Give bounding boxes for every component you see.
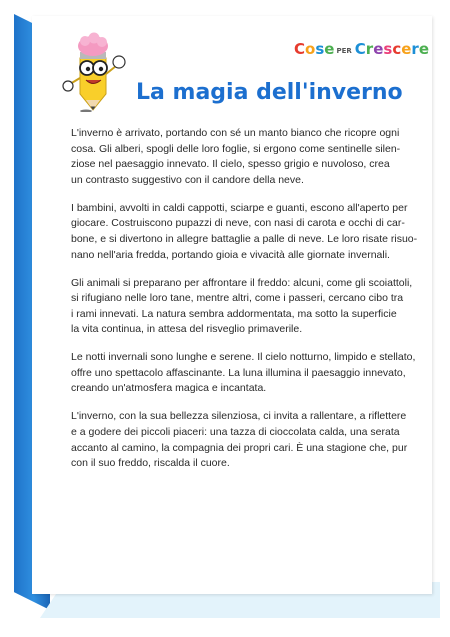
brand-letter: o	[305, 40, 316, 58]
paragraph: Le notti invernali sono lunghe e serene. Il cielo notturno, limpido e stellato, offre uno spettacolo affascinante. La luna illumina il paesaggio innevato, creando un'atmosfera magica e incantata.	[71, 351, 416, 395]
pencil-mascot-icon	[56, 28, 134, 112]
brand-word-per: PER	[336, 47, 352, 55]
brand-letter: e	[324, 40, 335, 58]
paragraph: L'inverno è arrivato, portando con sé un manto bianco che ricopre ogni cosa. Gli alberi, spogli delle loro foglie, si ergono come sentinelle silen- ziose nel paesaggio innevato. Il cielo, spesso grigio e nuvoloso, crea un contrasto suggestivo con il candore della neve.	[71, 127, 401, 186]
brand-letter: s	[315, 40, 325, 58]
brand-letter: c	[392, 40, 402, 58]
paragraph: L'inverno, con la sua bellezza silenziosa, ci invita a rallentare, a riflettere e a godere dei piccoli piaceri: una tazza di cioccolata calda, una serata accanto al camino, la compagnia dei propri cari. È una stagione che, pur con il suo freddo, riscalda il cuore.	[71, 410, 408, 470]
brand-letter: s	[383, 40, 393, 58]
brand-letter: r	[411, 40, 419, 58]
document-body	[71, 126, 421, 484]
brand-word-cose	[294, 40, 334, 58]
brand-logo	[294, 30, 429, 58]
brand-letter: e	[373, 40, 384, 58]
page-title: La magia dell'inverno	[136, 80, 403, 105]
brand-letter: e	[418, 40, 429, 58]
brand-letter: e	[401, 40, 412, 58]
brand-letter: C	[294, 40, 306, 58]
paragraph: I bambini, avvolti in caldi cappotti, sciarpe e guanti, escono all'aperto per giocare. Costruiscono pupazzi di neve, con nasi di carota e occhi di car- bone, e si divertono in allegre battaglie a palle di neve. Le loro risate risuo- nano nell'aria fredda, portando gioia e vivacità alle giornate invernali.	[71, 201, 418, 261]
brand-letter: C	[354, 40, 366, 58]
paragraph: Gli animali si preparano per affrontare il freddo: alcuni, come gli scoiattoli, si rifugiano nelle loro tane, mentre altri, come i passeri, cercano cibo tra i rami innevati. La natura sembra addormentata, ma sotto la superficie la vita continua, in attesa del risveglio primaverile.	[71, 276, 413, 336]
brand-word-crescere	[355, 40, 429, 58]
brand-letter: r	[365, 40, 374, 58]
